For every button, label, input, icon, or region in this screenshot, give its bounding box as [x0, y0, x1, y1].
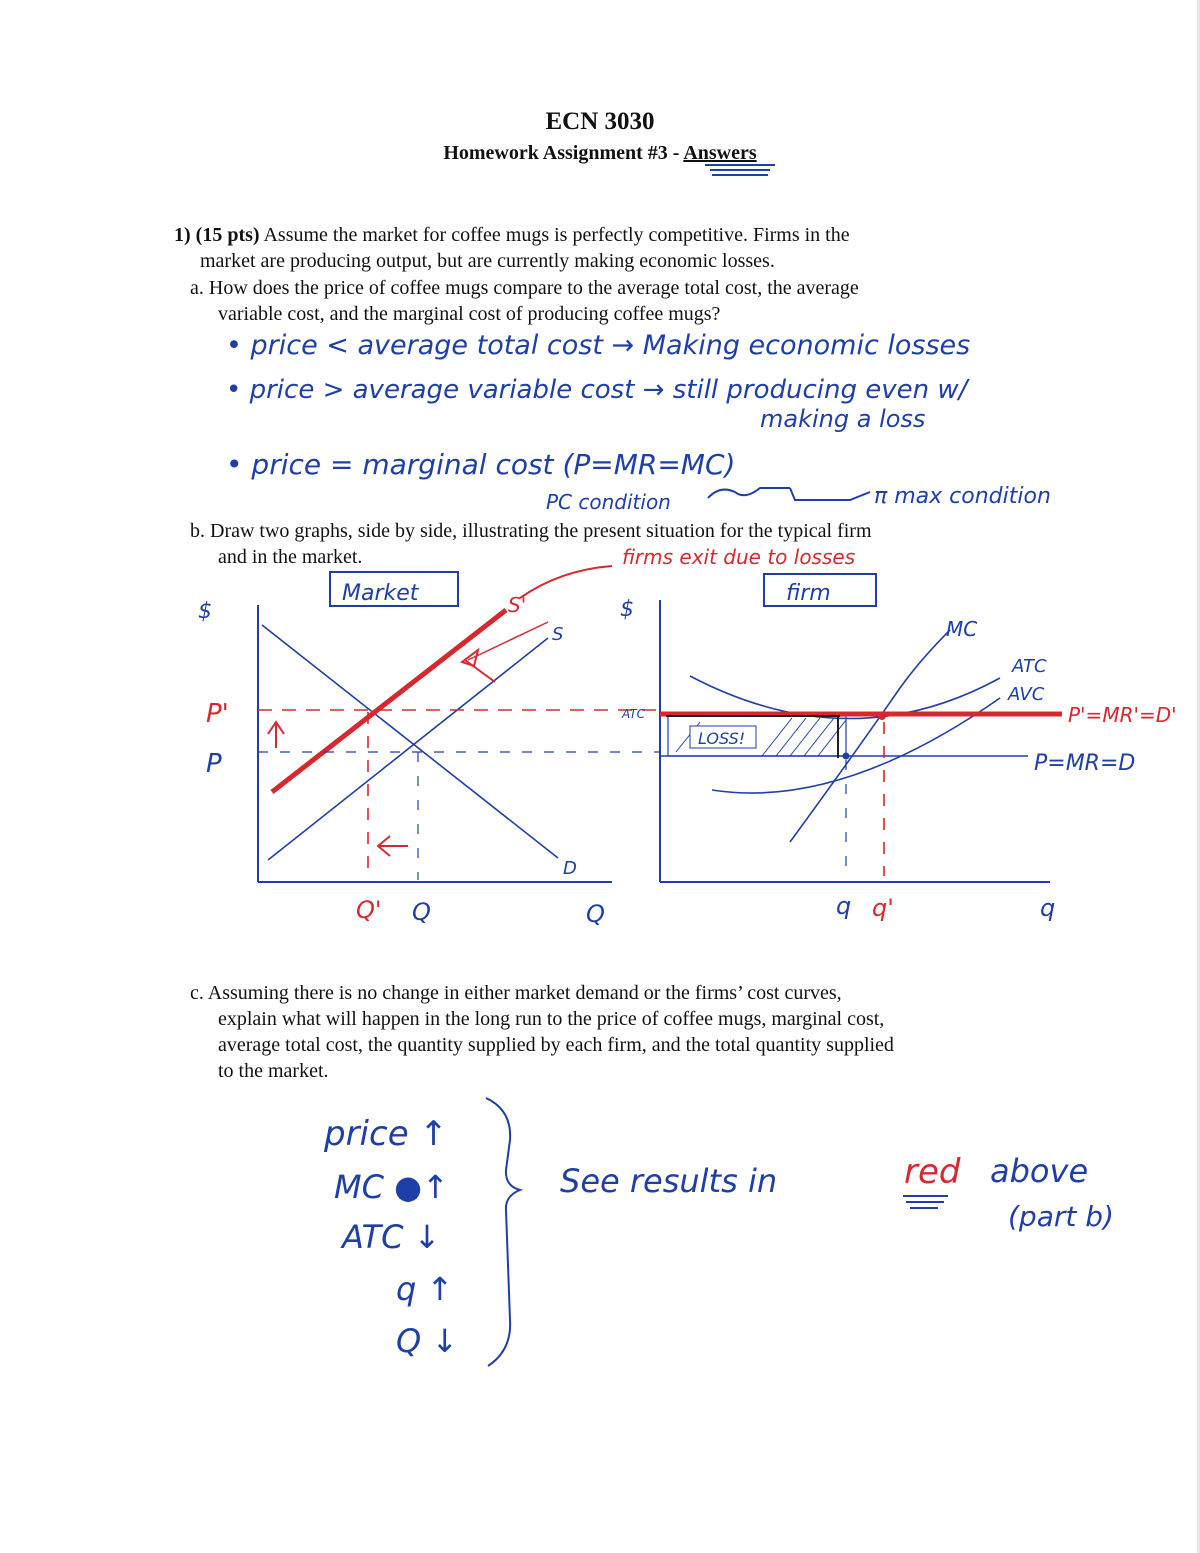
firm-y-label: $: [620, 597, 634, 622]
market-demand-label: D: [563, 858, 577, 879]
course-title: ECN 3030: [545, 108, 655, 135]
market-x-label: Q: [586, 900, 605, 928]
loss-label: LOSS!: [698, 729, 746, 748]
answer-c-Q: Q ↓: [396, 1322, 459, 1360]
market-supply-label: S: [552, 624, 564, 645]
market-q-label: Q: [412, 898, 431, 926]
mc-label: MC: [946, 617, 978, 641]
answers-label: Answers: [683, 142, 757, 164]
qc-line4: to the market.: [218, 1060, 329, 1082]
answer-c-red-word: red: [904, 1152, 961, 1192]
answer-a-bullet2b: making a loss: [760, 405, 926, 433]
answer-a-bullet3: • price = marginal cost (P=MR=MC): [226, 448, 736, 481]
market-graph: [198, 572, 660, 928]
market-demand-curve: [262, 625, 558, 858]
qa-line1: a. How does the price of coffee mugs compare to the average total cost, the average: [190, 277, 859, 299]
qc-line2: explain what will happen in the long run to the price of coffee mugs, marginal cost,: [218, 1008, 885, 1030]
answer-c-mc: MC ●↑: [334, 1168, 449, 1206]
firm-p1-label: P'=MR'=D': [1068, 703, 1177, 727]
mc-curve: [790, 630, 950, 842]
market-y-label: $: [198, 599, 212, 624]
pimax-arrow: [790, 488, 870, 500]
answer-a-bullet1: • price < average total cost → Making economic losses: [226, 330, 971, 361]
answer-c-see: See results in: [560, 1162, 778, 1200]
supply-shift-tail: [465, 660, 495, 682]
market-q1-label: Q': [356, 896, 382, 924]
firm-q1-label: q': [872, 894, 894, 922]
firm-q-label: q: [836, 892, 852, 920]
market-p1-label: P': [206, 699, 229, 729]
firm-atc-small-label: ATC: [622, 707, 646, 721]
market-box-label: Market: [342, 581, 419, 606]
pi-max-condition: π max condition: [874, 484, 1051, 509]
answer-c-q: q ↑: [396, 1270, 454, 1308]
exit-note-pointer: [520, 566, 612, 598]
firm-p-label: P=MR=D: [1034, 751, 1136, 776]
firm-graph: [620, 574, 1177, 922]
qc-line1: c. Assuming there is no change in either market demand or the firms’ cost curves,: [190, 982, 842, 1004]
q1-text1: Assume the market for coffee mugs is perfectly competitive. Firms in the: [263, 224, 850, 246]
market-new-supply-label: S': [508, 593, 527, 617]
qa-line2: variable cost, and the marginal cost of producing coffee mugs?: [218, 303, 721, 325]
qb-line1: b. Draw two graphs, side by side, illustrating the present situation for the typical firm: [190, 520, 872, 542]
assignment-label: Homework Assignment #3 -: [443, 142, 684, 164]
qc-line3: average total cost, the quantity supplied by each firm, and the total quantity supplied: [218, 1034, 894, 1056]
avc-label: AVC: [1008, 684, 1045, 705]
firm-x-label: q: [1040, 894, 1056, 922]
answer-c-brace: [486, 1098, 520, 1366]
answer-a-bullet2: • price > average variable cost → still producing even w/: [226, 375, 968, 405]
answer-c-partb: (part b): [1008, 1200, 1114, 1233]
q1-points: (15 pts): [195, 224, 260, 246]
firm-new-equilibrium-point: [878, 712, 886, 720]
answer-c-above: above: [990, 1152, 1089, 1190]
firm-equilibrium-point: [843, 753, 850, 760]
atc-label: ATC: [1012, 656, 1047, 677]
pc-condition: PC condition: [546, 490, 671, 514]
market-p-label: P: [206, 749, 222, 779]
exit-note: firms exit due to losses: [622, 545, 856, 569]
answer-c-price: price ↑: [324, 1114, 448, 1154]
qb-line2: and in the market.: [218, 546, 363, 568]
market-supply-curve: [268, 638, 548, 860]
answer-c-atc: ATC ↓: [342, 1218, 441, 1256]
firm-box-label: firm: [786, 581, 831, 606]
pc-bracket: [708, 488, 790, 498]
q1-number: 1): [174, 224, 191, 246]
q1-text2: market are producing output, but are currently making economic losses.: [200, 250, 775, 272]
